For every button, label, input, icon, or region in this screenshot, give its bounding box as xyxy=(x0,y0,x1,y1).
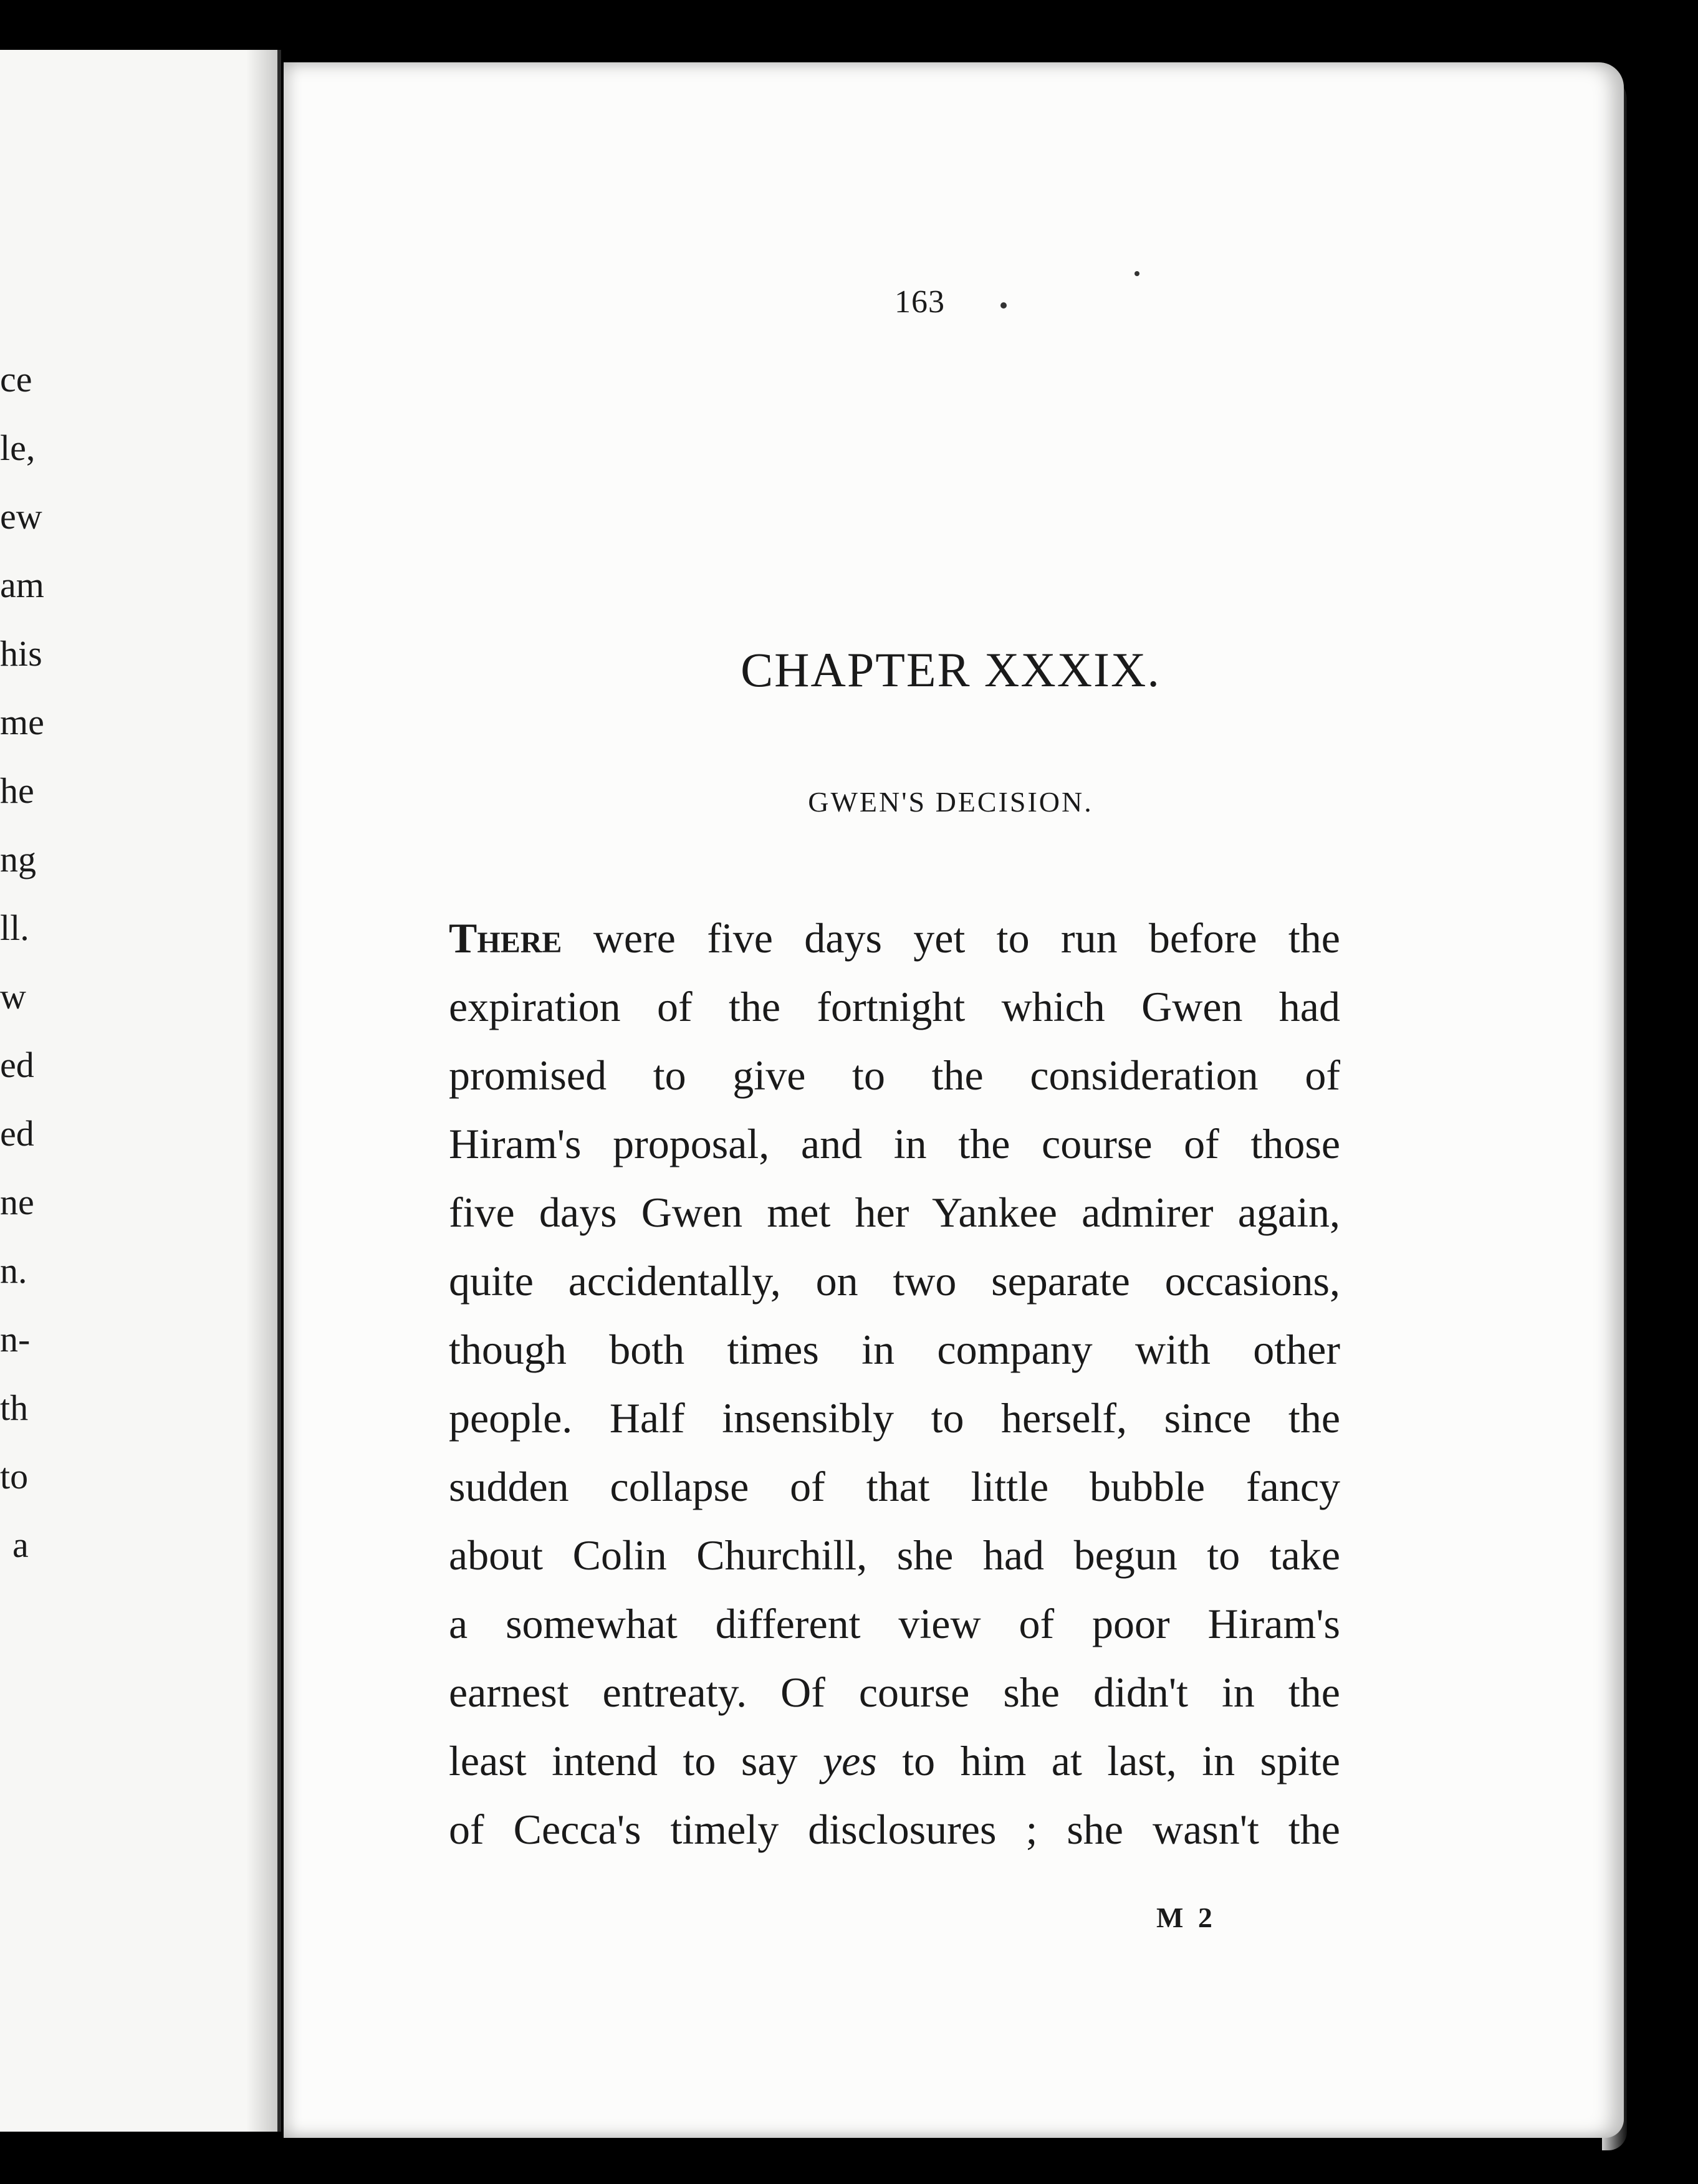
left-page-fragment: to xyxy=(0,1456,29,1497)
left-page-fragment: am xyxy=(0,565,44,605)
left-page-fragment: ed xyxy=(0,1113,34,1154)
page-number: 163 xyxy=(895,284,945,320)
italic-word: yes xyxy=(822,1737,877,1784)
left-page xyxy=(0,50,281,2132)
text-line: about Colin Churchill, she had begun to take xyxy=(449,1531,1340,1579)
text-line: quite accidentally, on two separate occasions, xyxy=(449,1257,1340,1305)
signature-mark: M 2 xyxy=(1156,1902,1216,1933)
left-page-fragment: th xyxy=(0,1387,29,1428)
left-page-fragment: ng xyxy=(0,839,36,879)
text-line-content: to him at last, in spite xyxy=(876,1737,1340,1784)
text-line: of Cecca's timely disclosures ; she wasn't the xyxy=(449,1806,1340,1853)
text-line: earnest entreaty. Of course she didn't in the xyxy=(449,1669,1340,1716)
text-line: sudden collapse of that little bubble fancy xyxy=(449,1463,1340,1510)
text-line: promised to give to the consideration of xyxy=(449,1051,1340,1099)
text-line: five days Gwen met her Yankee admirer again, xyxy=(449,1189,1340,1236)
text-line: expiration of the fortnight which Gwen had xyxy=(449,983,1340,1030)
left-page-fragment: ce xyxy=(0,359,32,400)
text-line-content: least intend to say xyxy=(449,1737,823,1784)
text-line xyxy=(449,1727,1340,1795)
left-page-fragment: w xyxy=(0,976,26,1017)
text-line xyxy=(449,904,1340,972)
text-line: Hiram's proposal, and in the course of those xyxy=(449,1120,1340,1167)
lead-word: There xyxy=(449,914,562,962)
text-line: a somewhat different view of poor Hiram's xyxy=(449,1600,1340,1647)
chapter-heading: CHAPTER XXXIX. xyxy=(741,643,1161,697)
body-text xyxy=(449,904,1340,1864)
gutter-shadow xyxy=(246,50,277,2132)
ink-speck xyxy=(1000,302,1007,309)
ink-speck xyxy=(1134,271,1139,276)
left-page-fragment: me xyxy=(0,702,44,742)
left-page-fragment: ne xyxy=(0,1182,34,1222)
left-page-fragment: ed xyxy=(0,1045,34,1085)
right-page xyxy=(284,62,1624,2138)
left-page-fragment: a xyxy=(12,1525,29,1565)
left-page-fragment: ew xyxy=(0,496,42,537)
text-line: people. Half insensibly to herself, since the xyxy=(449,1394,1340,1442)
left-page-fragment: n. xyxy=(0,1250,27,1291)
left-page-fragment: le, xyxy=(0,428,36,468)
left-page-fragment: his xyxy=(0,633,42,674)
text-line: though both times in company with other xyxy=(449,1326,1340,1373)
chapter-subtitle: GWEN'S DECISION. xyxy=(808,786,1093,818)
left-page-fragment: he xyxy=(0,770,34,811)
left-page-fragment: ll. xyxy=(0,908,29,948)
left-page-fragment: n- xyxy=(0,1319,31,1359)
text-line-content: were five days yet to run before the xyxy=(562,914,1340,962)
